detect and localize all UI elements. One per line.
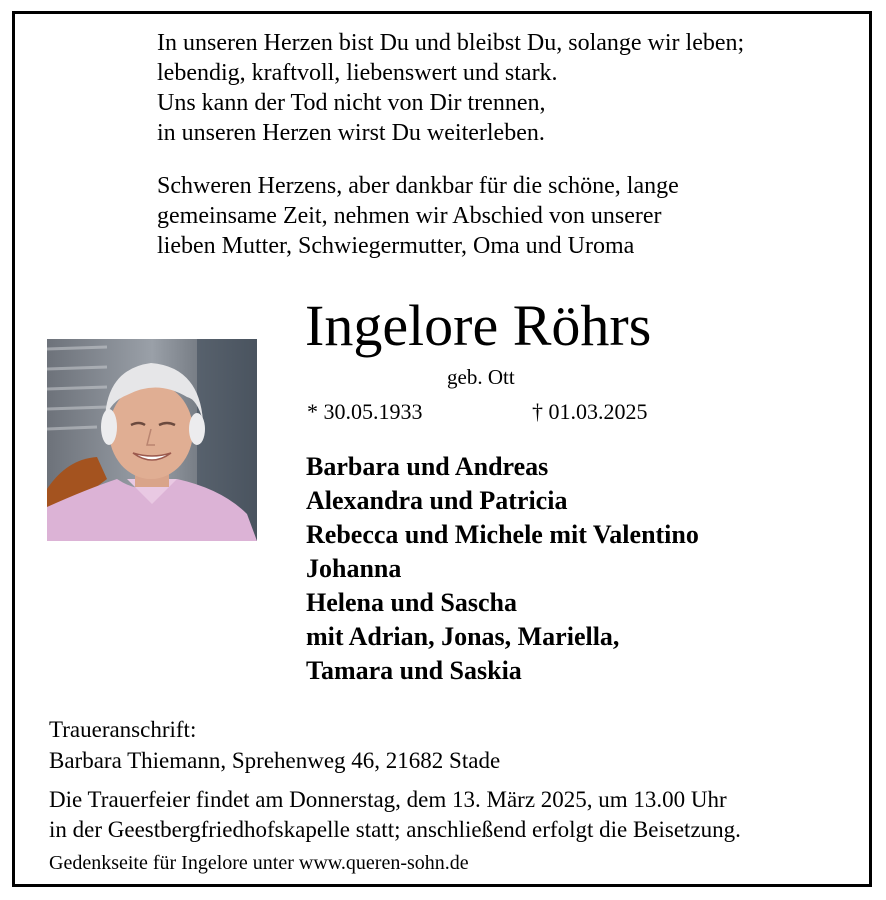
mourner-line: Helena und Sascha (306, 588, 517, 617)
mourner-line: mit Adrian, Jonas, Mariella, (306, 622, 620, 651)
intro-line: lieben Mutter, Schwiegermutter, Oma und Uroma (157, 233, 635, 259)
mourner-line: Rebecca und Michele mit Valentino (306, 520, 699, 549)
mourner-line: Alexandra und Patricia (306, 486, 568, 515)
memorial-page-note: Gedenkseite für Ingelore unter www.queren-sohn.de (49, 852, 469, 874)
poem-line: Uns kann der Tod nicht von Dir trennen, (157, 90, 546, 116)
obituary-frame (12, 11, 872, 887)
intro-line: Schweren Herzens, aber dankbar für die schöne, lange (157, 173, 679, 199)
mourning-address-label: Traueranschrift: (49, 717, 197, 742)
birth-date: * 30.05.1933 (307, 399, 423, 424)
mourner-line: Johanna (306, 554, 402, 583)
poem-line: In unseren Herzen bist Du und bleibst Du, solange wir leben; (157, 30, 745, 56)
portrait-photo (47, 339, 257, 541)
intro-text (157, 171, 679, 261)
death-date: † 01.03.2025 (532, 399, 648, 424)
poem-line: lebendig, kraftvoll, liebenswert und stark. (157, 60, 558, 86)
mourners-list (306, 450, 699, 688)
poem (157, 28, 744, 148)
poem-line: in unseren Herzen wirst Du weiterleben. (157, 120, 545, 146)
deceased-name: Ingelore Röhrs (305, 293, 652, 358)
intro-line: gemeinsame Zeit, nehmen wir Abschied von unserer (157, 203, 662, 229)
service-line: in der Geestbergfriedhofskapelle statt; anschließend erfolgt die Beisetzung. (49, 817, 741, 842)
birth-name: geb. Ott (447, 365, 515, 389)
funeral-service-info (49, 785, 741, 845)
portrait-illustration (47, 339, 257, 541)
mourning-address: Barbara Thiemann, Sprehenweg 46, 21682 Stade (49, 748, 501, 773)
mourner-line: Tamara und Saskia (306, 656, 522, 685)
service-line: Die Trauerfeier findet am Donnerstag, dem 13. März 2025, um 13.00 Uhr (49, 787, 727, 812)
mourner-line: Barbara und Andreas (306, 452, 549, 481)
